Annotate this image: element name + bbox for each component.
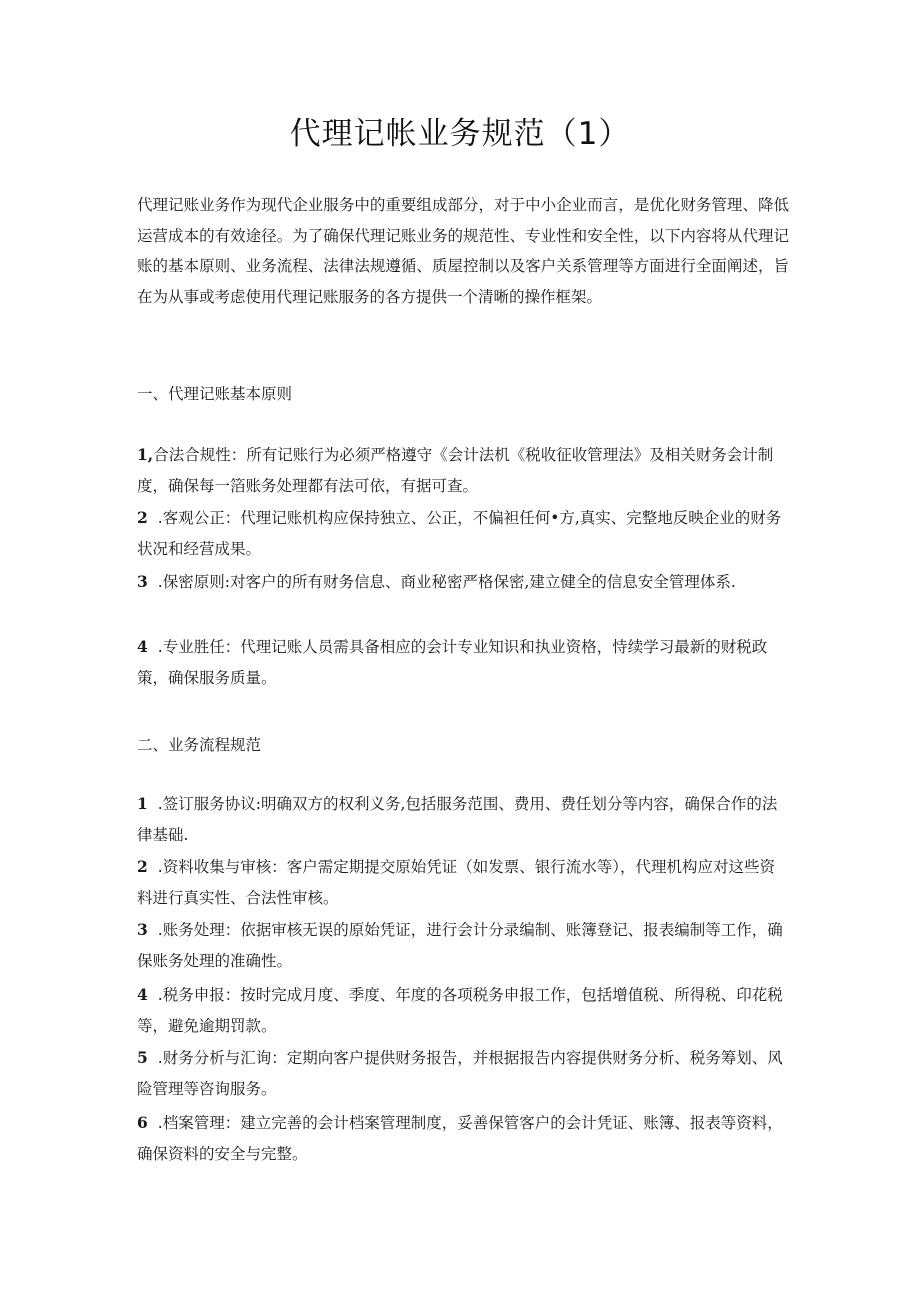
workflow-item-3 (137, 915, 789, 976)
item-text: .客观公正：代理记账机构应保持独立、公正，不偏袒任何•方,真实、完整地反映企业的财务状况和经营成果。 (137, 509, 782, 558)
item-number: 1 (137, 794, 148, 813)
principle-item-1 (137, 440, 789, 501)
section-heading-principles: 一、代理记账基本原则 (137, 385, 293, 403)
intro-paragraph: 代理记账业务作为现代企业服务中的重要组成部分，对于中小企业而言，是优化财务管理、降低运营成本的有效途径。为了确保代理记账业务的规范性、专业性和安全性，以下内容将从代理记账的基本原则、业务流程、法律法规遵循、质屋控制以及客户关系管理等方面进行全面阐述，旨在为从事或考虑使用代理记账服务的各方提供一个清晰的操作框架。 (137, 196, 789, 306)
workflow-item-6 (137, 1108, 789, 1169)
item-number: 5 (137, 1048, 148, 1067)
item-text: .保密原则:对客户的所有财务信息、商业秘密严格保密,建立健全的信息安全管理体系. (157, 573, 736, 591)
item-text: .档案管理：建立完善的会计档案管理制度，妥善保管客户的会计凭证、账簿、报表等资料，确保资料的安全与完整。 (137, 1114, 783, 1163)
page-title: 代理记帐业务规范（1） (289, 116, 631, 152)
item-number: 3 (137, 920, 148, 939)
item-text: .资料收集与审核：客户需定期提交原始凭证（如发票、银行流水等），代理机构应对这些资料进行真实性、合法性审核。 (137, 858, 775, 907)
workflow-item-4 (137, 980, 789, 1041)
item-text: .签订服务协议:明确双方的权利义务,包括服务范围、费用、费任划分等内容，确保合作的法律基础. (137, 795, 778, 844)
item-number: 4 (137, 985, 148, 1004)
item-text: .账务处理：依据审核无误的原始凭证，进行会计分录编制、账簿登记、报表编制等工作，确保账务处理的准确性。 (137, 921, 783, 970)
item-text: .专业胜任：代理记账人员需具备相应的会计专业知识和执业资格，恃续学习最新的财税政策，确保服务质量。 (137, 638, 768, 687)
item-number: 2 (137, 857, 148, 876)
section-heading-workflow: 二、业务流程规范 (137, 736, 262, 754)
principle-item-2 (137, 503, 789, 564)
item-number: 3 (137, 572, 148, 591)
principle-item-4 (137, 632, 789, 693)
item-number: 4 (137, 637, 148, 656)
item-text: .税务申报：按时完成月度、季度、年度的各项税务申报工作，包括增值税、所得税、印花税等，避免逾期罚款。 (137, 986, 783, 1035)
item-number: 2 (137, 508, 148, 527)
workflow-item-2 (137, 852, 789, 913)
item-number: 6 (137, 1113, 148, 1132)
workflow-item-5 (137, 1043, 789, 1104)
workflow-item-1 (137, 789, 789, 850)
principle-item-3 (137, 567, 789, 598)
item-text: 合法合规性：所有记账行为必须严格遵守《会计法机《税收征收管理法》及相关财务会计制度，确保每一箔账务处理都有法可依，有据可查。 (137, 446, 774, 495)
item-number: 1, (137, 445, 154, 464)
item-text: .财务分析与汇询：定期向客户提供财务报告，并根据报告内容提供财务分析、税务筹划、风险管理等咨询服务。 (137, 1049, 783, 1098)
